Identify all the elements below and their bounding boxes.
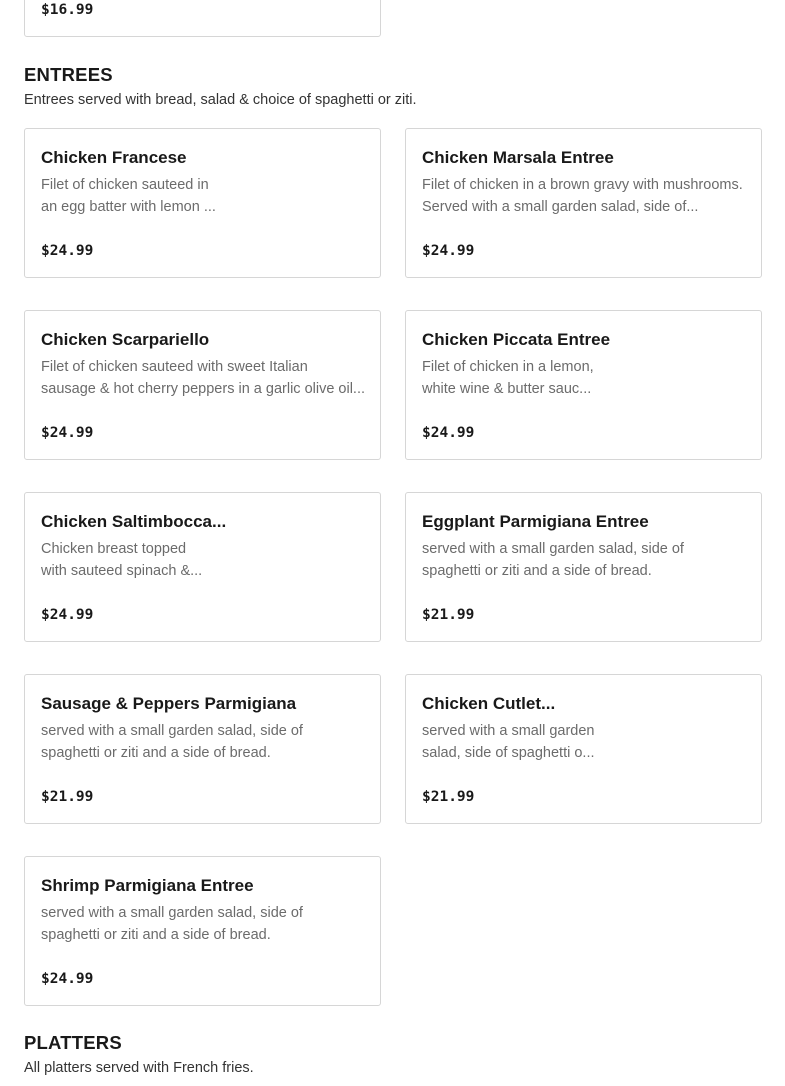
menu-item-card[interactable]	[405, 128, 762, 278]
menu-item-price: $24.99	[422, 425, 475, 441]
menu-item-card[interactable]	[24, 492, 381, 642]
menu-item-name: Chicken Cutlet...	[422, 694, 556, 713]
menu-item-description: served with a small garden salad, side of spaghetti or ziti and a side of bread.	[41, 723, 303, 761]
menu-item-description: served with a small garden salad, side of spaghetti o...	[422, 723, 595, 761]
menu-item-price: $24.99	[41, 971, 94, 987]
menu-item-card[interactable]	[405, 310, 762, 460]
menu-item-name: Chicken Francese	[41, 148, 187, 167]
menu-item-name: Chicken Saltimbocca...	[41, 512, 227, 531]
menu-item-price: $21.99	[422, 789, 475, 805]
menu-item-price: $24.99	[422, 243, 475, 259]
menu-item-description: Filet of chicken in a lemon, white wine & butter sauc...	[422, 359, 594, 397]
menu-item-name: Chicken Scarpariello	[41, 330, 210, 349]
menu-item-description: Filet of chicken sauteed with sweet Italian sausage & hot cherry peppers in a garlic olive oil...	[41, 359, 366, 397]
menu-item-card[interactable]	[24, 674, 381, 824]
section-subtitle-entrees: Entrees served with bread, salad & choice of spaghetti or ziti.	[24, 92, 417, 108]
section-title-entrees: ENTREES	[24, 64, 113, 85]
menu-item-name: Chicken Marsala Entree	[422, 148, 614, 167]
menu-item-description: served with a small garden salad, side of spaghetti or ziti and a side of bread.	[422, 541, 684, 579]
menu-item-card[interactable]	[24, 856, 381, 1006]
menu-item-description: Chicken breast topped with sauteed spinach &...	[41, 541, 203, 579]
menu-item-price: $24.99	[41, 425, 94, 441]
menu-item-card[interactable]	[24, 310, 381, 460]
menu-item-card[interactable]	[405, 492, 762, 642]
menu-item-description: Filet of chicken sauteed in an egg batter with lemon ...	[41, 177, 216, 215]
section-title-platters: PLATTERS	[24, 1032, 122, 1053]
menu-item-description: served with a small garden salad, side of spaghetti or ziti and a side of bread.	[41, 905, 303, 943]
menu-item-card[interactable]	[24, 128, 381, 278]
menu-item-price: $16.99	[41, 2, 94, 18]
menu-item-card[interactable]	[405, 674, 762, 824]
section-subtitle-platters: All platters served with French fries.	[24, 1060, 254, 1076]
menu-item-price: $21.99	[422, 607, 475, 623]
menu-item-name: Sausage & Peppers Parmigiana	[41, 694, 297, 713]
menu-item-name: Shrimp Parmigiana Entree	[41, 876, 254, 895]
menu-item-name: Chicken Piccata Entree	[422, 330, 611, 349]
menu-item-description: Filet of chicken in a brown gravy with mushrooms. Served with a small garden salad, side of...	[422, 177, 743, 215]
menu-item-price: $21.99	[41, 789, 94, 805]
menu-item-name: Eggplant Parmigiana Entree	[422, 512, 649, 531]
menu-item-price: $24.99	[41, 607, 94, 623]
menu-item-price: $24.99	[41, 243, 94, 259]
menu-item-card[interactable]	[24, 0, 381, 37]
